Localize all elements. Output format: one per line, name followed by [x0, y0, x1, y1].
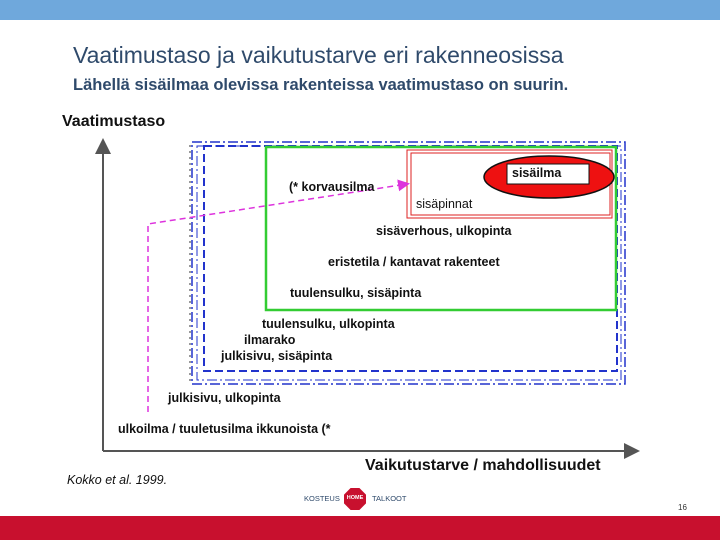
label-eristetila: eristetila / kantavat rakenteet	[328, 255, 500, 269]
page-number: 16	[678, 503, 687, 512]
label-sisailma: sisäilma	[512, 166, 562, 180]
label-julkisivu-ulkopinta: julkisivu, ulkopinta	[168, 391, 281, 405]
label-ulkoilma: ulkoilma / tuuletusilma ikkunoista (*	[118, 422, 331, 436]
label-tuulensulku-ulkopinta: tuulensulku, ulkopinta	[262, 317, 395, 331]
x-axis-label: Vaikutustarve / mahdollisuudet	[365, 457, 601, 474]
label-tuulensulku-sisapinta: tuulensulku, sisäpinta	[290, 286, 422, 300]
label-julkisivu-sisapinta: julkisivu, sisäpinta	[221, 349, 333, 363]
kosteus-home-talkoot-logo	[304, 488, 407, 510]
bottom-accent-bar	[0, 516, 720, 540]
label-sisaverhous: sisäverhous, ulkopinta	[376, 224, 512, 238]
logo-text-right: TALKOOT	[372, 494, 407, 503]
logo-text-middle: HOME	[346, 495, 364, 501]
label-korvausilma: (* korvausilma	[289, 180, 375, 194]
slide-title: Vaatimustaso ja vaikutustarve eri rakenneosissa	[73, 42, 564, 68]
y-axis-label: Vaatimustaso	[62, 113, 166, 130]
logo-text-left: KOSTEUS	[304, 494, 340, 503]
label-sisapinnat: sisäpinnat	[416, 197, 473, 211]
label-ilmarako: ilmarako	[244, 333, 296, 347]
citation: Kokko et al. 1999.	[67, 473, 168, 487]
slide-subtitle: Lähellä sisäilmaa olevissa rakenteissa vaatimustaso on suurin.	[73, 76, 569, 94]
